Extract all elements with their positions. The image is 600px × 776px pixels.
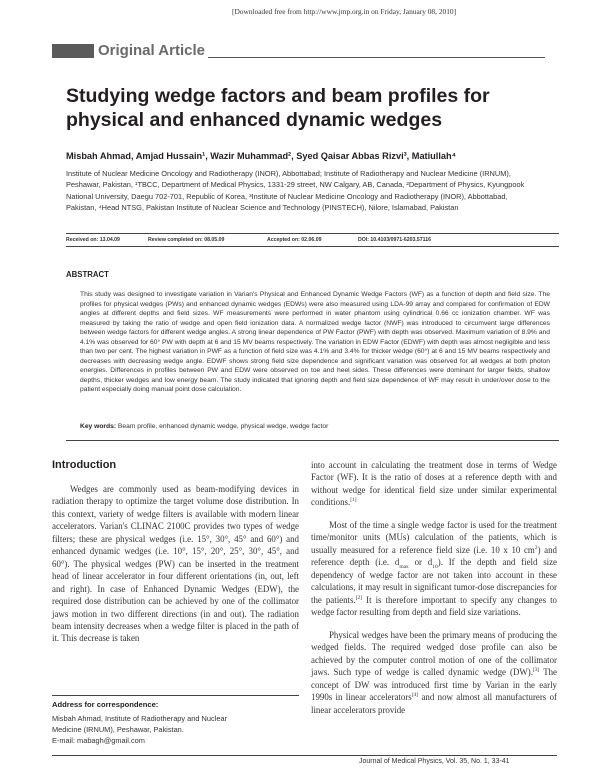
- intro-paragraph-right-1: into account in calculating the treatment dose in terms of Wedge Factor (WF). It is the ratio of doses at a reference depth with and without wedge for identical field size under similar experimental conditions.[1]: [311, 460, 557, 508]
- abstract-text: This study was designed to investigate variation in Varian's Physical and Enhanced Dynamic Wedge Factors (WF) as a function of depth and field size. The profiles for physical wedges (PWs) and enhanced dynamic wedges (EDWs) were also measured using LDA-99 array and compared for confirmation of EDW angles at different depths and field sizes. WF measurements were performed in water phantom using cylindrical 0.66 cc ionization chamber. WF was measured by taking the ratio of wedge and open field ionization data. A normalized wedge factor (NWF) was introduced to circumvent large differences between wedge factors for different wedge angles. A strong linear dependence of PW Factor (PWF) with depth was observed. Maximum variation of 8.9% and 4.1% was observed for 60° PW with depth at 6 and 15 MV beams respectively. The variation in EDW Factor (EDWF) with depth was almost negligible and less than two per cent. The highest variation in PWF as a function of field size was 4.1% and 3.4% for thicker wedge (60°) at 6 and 15 MV beams respectively and decreases with decreasing wedge angle. EDWF shows strong field size dependence and significant variation was observed for all wedges at both photon energies. Differences in profiles between PW and EDW were observed on toe and heel sides. These differences were dominant for larger fields, shallow depths, thicker wedges and low energy beam. The study indicated that ignoring depth and field size dependence of WF may result in under/over dose to the patient especially doing manual point dose calculation.: [80, 291, 550, 394]
- author-list: Misbah Ahmad, Amjad Hussain¹, Wazir Muhammad², Syed Qaisar Abbas Rizvi³, Matiullah⁴: [66, 151, 457, 161]
- section-label-bar: [52, 44, 94, 58]
- section-divider: [208, 57, 545, 58]
- article-title: Studying wedge factors and beam profiles for physical and enhanced dynamic wedges: [66, 85, 490, 131]
- intro-paragraph-right-3: Physical wedges have been the primary means of producing the wedged fields. The required wedged dose profile can also be achieved by the computer control motion of one of the collimator jaws. Such type of wedge is called dynamic wedge (DW).[3] The concept of DW was introduced first time by Varian in the early 1990s in linear accelerators[4] and now almost all manufacturers of linear accelerators provide: [311, 630, 557, 715]
- introduction-heading: Introduction: [52, 459, 117, 471]
- citation-link[interactable]: [2]: [355, 594, 363, 601]
- correspondence-email[interactable]: E-mail: mabagh@gmail.com: [52, 736, 145, 745]
- affiliations: Institute of Nuclear Medicine Oncology and Radiotherapy (INOR), Abbottabad; Institute of Radiotherapy and Nuclear Medicine (IRNUM), Peshawar, Pakistan, ¹TBCC, Department of Medical Physics, 1331-29 street, NW Calgary, AB, Canada, ²Department of Physics, Kyungpook National University, Daegu 702-701, Republic of Korea, ³Institute of Nuclear Medicine Oncology and Radiotherapy (INOR), Abbottabad, Pakistan, ⁴Head NTSG, Pakistan Institute of Nuclear Science and Technology (PINSTECH), Nilore, Islamabad, Pakistan: [66, 169, 525, 212]
- correspondence-heading: Address for correspondence:: [52, 700, 159, 709]
- dates-divider-top: [66, 233, 559, 234]
- citation-link[interactable]: [1]: [350, 497, 357, 504]
- intro-paragraph-right-2: Most of the time a single wedge factor is used for the treatment time/monitor units (MUs) calculation of the patients, which is usually measured for a reference field size (i.e. 10 x 10 $cm^2$) and reference depth (i.e. $d_{max}$ or $d_{10}$). If the depth and field size dependency of wedge factor are not taken into account in these calculations, it may result in significant tumor-dose discrepancies for the patients.[2] It is therefore important to specify any changes to wedge factor resulting from depth and field size variations.: [311, 520, 557, 618]
- abstract-divider: [66, 440, 559, 441]
- section-label: Original Article: [98, 42, 205, 59]
- citation-link[interactable]: [3]: [532, 667, 540, 674]
- journal-footer: Journal of Medical Physics, Vol. 35, No. 1, 33-41: [359, 758, 510, 765]
- keywords: [80, 423, 550, 430]
- received-date: Received on: 13.04.09: [66, 237, 120, 243]
- citation-link[interactable]: [4]: [411, 692, 419, 699]
- footer-divider: [52, 755, 557, 756]
- download-notice: [Downloaded free from http://www.jmp.org.in on Friday, January 08, 2010]: [232, 7, 457, 16]
- abstract-heading: ABSTRACT: [66, 270, 109, 279]
- keywords-list: Beam profile, enhanced dynamic wedge, physical wedge, wedge factor: [117, 423, 329, 430]
- review-date: Review completed on: 08.05.09: [148, 237, 225, 243]
- doi[interactable]: DOI: 10.4103/0971-6203.57116: [358, 237, 431, 243]
- dates-divider-bottom: [66, 246, 559, 247]
- accepted-date: Accepted on: 02.06.09: [267, 237, 322, 243]
- correspondence-divider: [52, 695, 299, 696]
- keywords-label: Key words:: [80, 423, 117, 430]
- correspondence-address: Misbah Ahmad, Institute of Radiotherapy and Nuclear Medicine (IRNUM), Peshawar, Pakistan. E-mail: mabagh@gmail.com: [52, 713, 299, 746]
- intro-paragraph-left: Wedges are commonly used as beam-modifying devices in radiation therapy to optimize the target volume dose distribution. In this context, variety of wedge filters is available with modern linear accelerators. Varian's CLINAC 2100C provides two types of wedge filters; these are physical wedges (i.e. 15°, 30°, 45° and 60°) and enhanced dynamic wedges (i.e. 10°, 15°, 20°, 25°, 30°, 45°, and 60°). The physical wedges (PW) can be inserted in the treatment head of linear accelerator in four different orientations (in, out, left and right). In case of Enhanced Dynamic Wedges (EDW), the required dose distribution can be achieved by one of the collimator jaws motion in two different directions (in and out). The radiation beam intensity decreases when a wedge filter is placed in the path of it. This decrease is taken: [52, 484, 299, 644]
